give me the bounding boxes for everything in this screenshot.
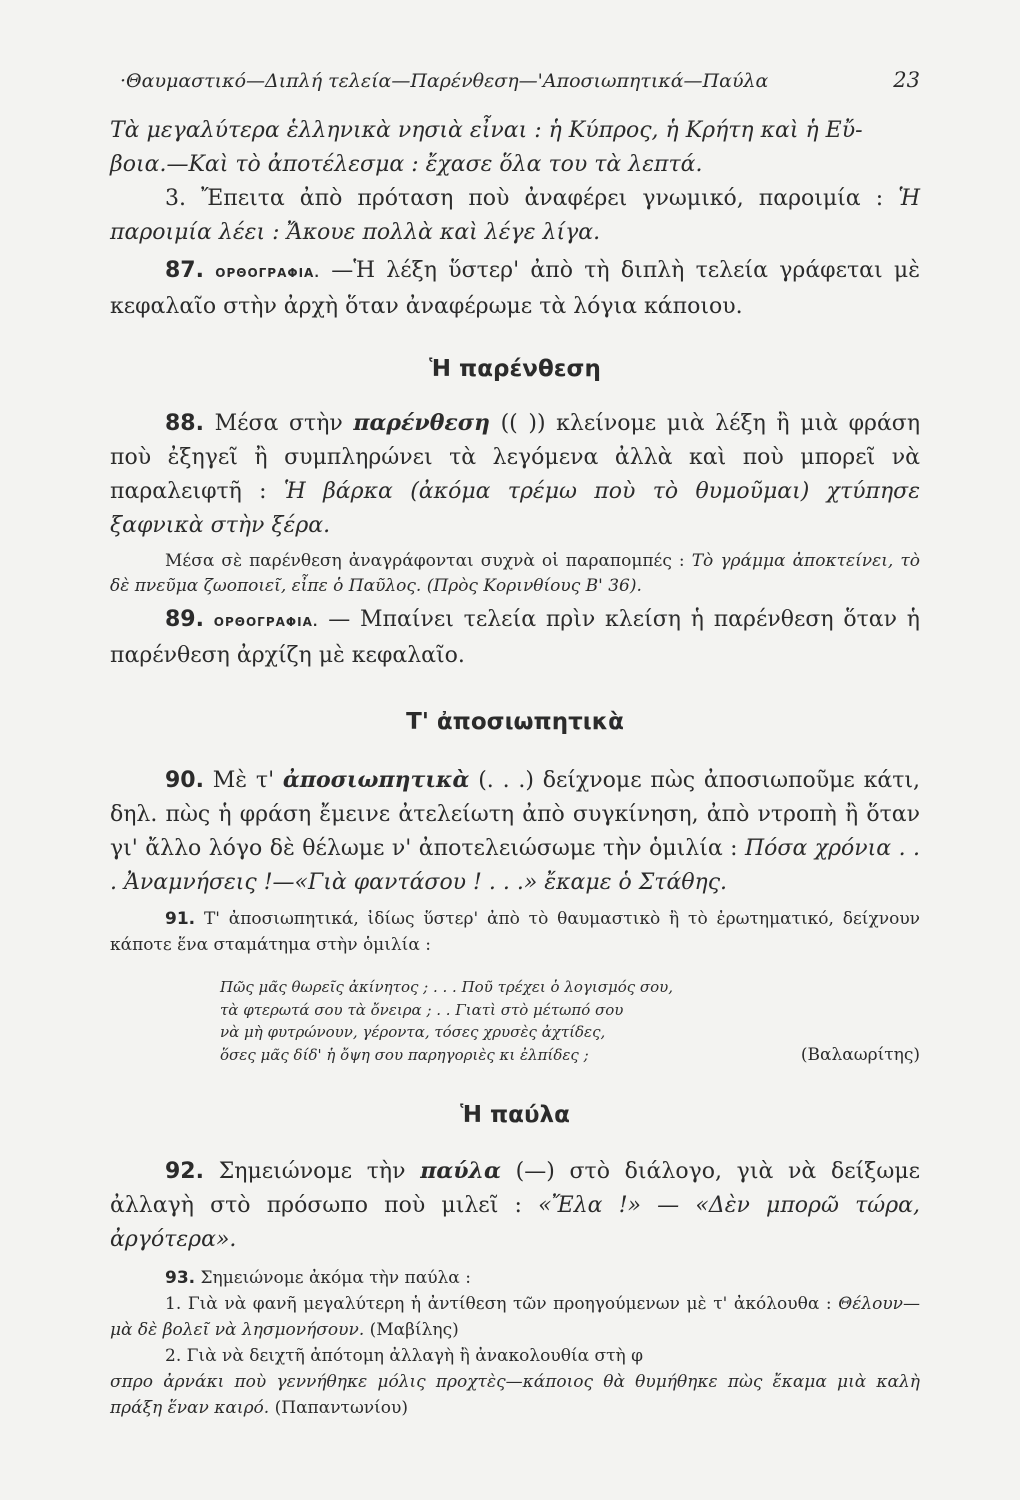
paragraph-text: (. . .) δείχνομε πὼς ἀποσιωποῦμε κάτι, δηλ. πὼς ἡ φράση ἔμεινε ἀτελείωτη ἀπὸ συγκίνηση, ἀπὸ ντροπὴ ἢ ὅταν γι' ἄλλο λόγο δὲ θέλωμε ν' ἀποτελειώσωμε τὴν ὁμιλία : xyxy=(110,768,921,861)
item-source: (Παπαντωνίου) xyxy=(274,1398,409,1418)
paragraph-text: — Μπαίνει τελεία πρὶν κλείση ἡ παρένθεση ὅταν ἡ παρένθεση ἀρχίζη μὲ κεφαλαῖο. xyxy=(110,607,920,668)
intro-line-2: βοια.—Καὶ τὸ ἀποτέλεσμα : ἔχασε ὅλα του τὰ λεπτά. xyxy=(110,152,703,177)
paragraph-text: —Ἡ λέξη ὕστερ' ἀπὸ τὴ διπλὴ τελεία γράφεται μὲ κεφαλαῖο στὴν ἀρχὴ ὅταν ἀναφέρωμε τὰ λόγια κάποιου. xyxy=(110,258,921,319)
paragraph-number: 89. xyxy=(165,607,204,632)
poem-line: νὰ μὴ φυτρώνουν, γέροντα, τόσες χρυσὲς ἀχτίδες, xyxy=(220,1023,606,1041)
paragraph-92 xyxy=(110,1154,920,1257)
running-title: ·Θαυμαστικό—Διπλή τελεία—Παρένθεση—'Αποσιωπητικά—Παύλα xyxy=(120,70,769,92)
paragraph-90 xyxy=(110,763,920,900)
paragraph-text: Σημειώνομε τὴν xyxy=(218,1159,406,1184)
paragraph-text: Μέσα στὴν xyxy=(214,411,343,436)
note-example: Τὸ γράμμα ἀποκτείνει, τὸ δὲ πνεῦμα ζωοποιεῖ, εἶπε ὁ Παῦλος. (Πρὸς Κορινθίους Β' 36). xyxy=(110,551,921,596)
poem-line: ὅσες μᾶς δίδ' ἡ ὄψη σου παρηγοριὲς κι ἐλπίδες ; xyxy=(220,1045,589,1064)
paragraph-88 xyxy=(110,406,920,543)
paragraph-text: Σημειώνομε ἀκόμα τὴν παύλα : xyxy=(200,1268,471,1288)
paragraph-example: Πόσα χρόνια . . . Ἀναμνήσεις !—«Γιὰ φαντάσου ! . . .» ἔκαμε ὁ Στάθης. xyxy=(110,836,920,895)
term-highlight: παρένθεση xyxy=(353,410,490,436)
paragraph-text: (( )) κλείνομε μιὰ λέξη ἢ μιὰ φράση ποὺ ἐξηγεῖ ἢ συμπληρώνει τὰ λεγόμενα ἀλλὰ καὶ ποὺ μπορεῖ νὰ παραλειφτῆ : xyxy=(110,411,921,504)
item-number: 2. xyxy=(165,1346,182,1366)
page-number: 23 xyxy=(893,68,920,92)
item-text: Γιὰ νὰ φανῆ μεγαλύτερη ἡ ἀντίθεση τῶν προηγούμενων μὲ τ' ἀκόλουθα : xyxy=(187,1294,832,1314)
paragraph-3 xyxy=(110,182,920,250)
paragraph-number: 88. xyxy=(165,411,204,436)
section-heading-dash: Ἡ παύλα xyxy=(460,1102,570,1128)
section-heading-parenthesis: Ἡ παρένθεση xyxy=(429,356,601,382)
item-number: 1. xyxy=(165,1294,182,1314)
paragraph-text: Ἔπειτα ἀπὸ πρόταση ποὺ ἀναφέρει γνωμικό, παροιμία : xyxy=(201,186,884,211)
item-example: σπρο ἀρνάκι ποὺ γεννήθηκε μόλις προχτὲς—κάποιος θὰ θυμήθηκε πὼς ἔκαμα μιὰ καλὴ πράξη ἕναν καιρό. xyxy=(110,1372,920,1418)
intro-line-1: Τὰ μεγαλύτερα ἑλληνικὰ νησιὰ εἶναι : ἡ Κύπρος, ἡ Κρήτη καὶ ἡ Εὔ- xyxy=(110,118,863,143)
poem-author: (Βαλαωρίτης) xyxy=(800,1044,920,1065)
term-highlight: παύλα xyxy=(420,1158,501,1184)
paragraph-93 xyxy=(110,1265,920,1291)
book-page xyxy=(110,68,920,1421)
term-highlight: ἀποσιωπητικὰ xyxy=(282,767,470,793)
paragraph-text: Τ' ἀποσιωπητικά, ἰδίως ὕστερ' ἀπὸ τὸ θαυμαστικὸ ἢ τὸ ἐρωτηματικό, δείχνουν κάποτε ἕνα σταμάτημα στὴν ὁμιλία : xyxy=(110,909,921,955)
paragraph-91 xyxy=(110,906,920,958)
paragraph-93-item-1 xyxy=(110,1291,920,1343)
paragraph-93-item-2 xyxy=(110,1343,920,1421)
orthography-label: ΟΡΘΟΓΡΑΦΙΑ. xyxy=(213,615,319,629)
paragraph-example: Ἡ παροιμία λέει : Ἄκουε πολλὰ καὶ λέγε λίγα. xyxy=(110,186,921,245)
paragraph-number: 92. xyxy=(165,1159,204,1184)
paragraph-text: (—) στὸ διάλογο, γιὰ νὰ δείξωμε ἀλλαγὴ στὸ πρόσωπο ποὺ μιλεῖ : xyxy=(110,1159,921,1218)
poem-quote xyxy=(220,976,920,1066)
paragraph-number: 91. xyxy=(165,909,196,929)
item-text: Γιὰ νὰ δειχτῆ ἀπότομη ἀλλαγὴ ἢ ἀνακολουθία στὴ φ xyxy=(186,1346,644,1366)
paragraph-89 xyxy=(110,603,920,673)
poem-line: τὰ φτερωτά σου τὰ ὄνειρα ; . . Γιατὶ στὸ μέτωπό σου xyxy=(220,1000,624,1019)
paragraph-number: 3. xyxy=(165,186,186,211)
paragraph-example: Ἡ βάρκα (ἀκόμα τρέμω ποὺ τὸ θυμοῦμαι) χτύπησε ξαφνικὰ στὴν ξέρα. xyxy=(110,479,921,538)
paragraph-87 xyxy=(110,254,920,324)
orthography-label: ΟΡΘΟΓΡΑΦΙΑ. xyxy=(215,266,320,280)
section-heading-ellipsis: Τ' ἀποσιωπητικὰ xyxy=(406,709,624,735)
paragraph-number: 90. xyxy=(165,768,204,793)
item-source: (Μαβίλης) xyxy=(369,1320,459,1340)
item-example: Θέλουν—μὰ δὲ βολεῖ νὰ λησμονήσουν. xyxy=(110,1294,921,1340)
running-header xyxy=(120,68,920,92)
paragraph-text: Μὲ τ' xyxy=(212,768,275,793)
intro-paragraph xyxy=(110,114,920,182)
paragraph-number: 87. xyxy=(165,258,204,283)
poem-line: Πῶς μᾶς θωρεῖς ἀκίνητος ; . . . Ποῦ τρέχει ὁ λογισμός σου, xyxy=(220,978,674,996)
note-text: Μέσα σὲ παρένθεση ἀναγράφονται συχνὰ οἱ παραπομπές : xyxy=(165,551,685,571)
paragraph-example: «Ἔλα !» — «Δὲν μπορῶ τώρα, ἀργότερα». xyxy=(110,1193,920,1252)
paragraph-number: 93. xyxy=(165,1268,196,1288)
paragraph-88-note xyxy=(110,549,920,599)
